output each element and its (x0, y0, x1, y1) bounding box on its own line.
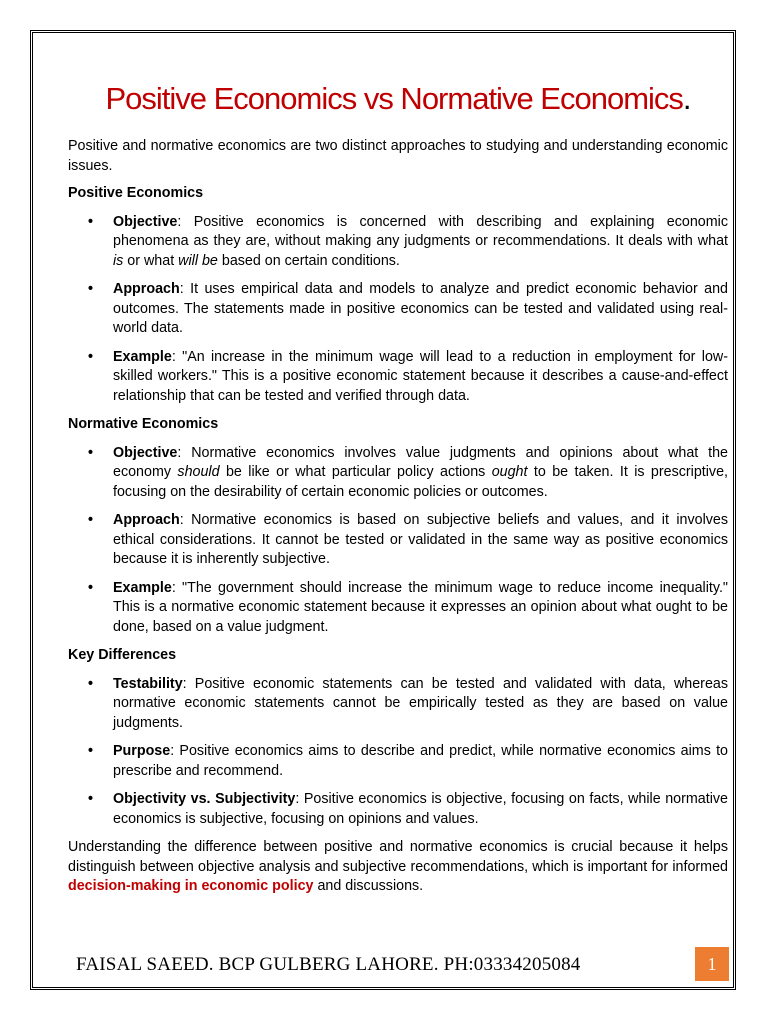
positive-list (68, 213, 728, 407)
list-item: • Testability: Positive economic statements can be tested and validated with data, whereas normative economic statements cannot be empirically tested as they are based on value judgments. (68, 675, 728, 734)
list-item: • Objectivity vs. Subjectivity: Positive economics is objective, focusing on facts, while normative economics is subjective, focusing on opinions and values. (68, 790, 728, 829)
list-item: • Example: "An increase in the minimum wage will lead to a reduction in employment for low-skilled workers." This is a positive economic statement because it describes a cause-and-effect relationship that can be tested and verified through data. (68, 348, 728, 407)
list-item: • Example: "The government should increase the minimum wage to reduce income inequality." This is a normative economic statement because it expresses an opinion about what ought to be done, based on a value judgment. (68, 579, 728, 638)
conclusion-paragraph: Understanding the difference between positive and normative economics is crucial because it helps distinguish between objective analysis and subjective recommendations, which is important for informed decision-making in economic policy and discussions. (68, 839, 728, 895)
differences-list (68, 675, 728, 830)
decision-making-link[interactable]: decision-making in economic policy (68, 878, 314, 895)
section-heading-positive: Positive Economics (68, 185, 204, 202)
list-item: • Objective: Normative economics involves value judgments and opinions about what the economy should be like or what particular policy actions ought to be taken. It is prescriptive, focusing on the desirability of certain economic policies or outcomes. (68, 444, 728, 503)
list-item: • Purpose: Positive economics aims to describe and predict, while normative economics aims to prescribe and recommend. (68, 742, 728, 781)
page-title: Positive Economics vs Normative Economics. (105, 81, 691, 116)
intro-paragraph: Positive and normative economics are two distinct approaches to studying and understanding economic issues. (68, 138, 728, 174)
document-body (68, 80, 728, 897)
page-number-badge: 1 (695, 947, 729, 981)
list-item: • Approach: It uses empirical data and models to analyze and predict economic behavior and outcomes. The statements made in positive economics can be tested and validated using real-world data. (68, 280, 728, 339)
footer-contact: FAISAL SAEED. BCP GULBERG LAHORE. PH:03334205084 (76, 954, 581, 975)
list-item: • Approach: Normative economics is based on subjective beliefs and values, and it involves ethical considerations. It cannot be tested or validated in the same way as positive economics because it is inherently subjective. (68, 511, 728, 570)
list-item: • Objective: Positive economics is concerned with describing and explaining economic phenomena as they are, without making any judgments or recommendations. It deals with what is or what will be based on certain conditions. (68, 213, 728, 272)
section-heading-differences: Key Differences (68, 647, 177, 664)
normative-list (68, 444, 728, 638)
section-heading-normative: Normative Economics (68, 416, 219, 433)
